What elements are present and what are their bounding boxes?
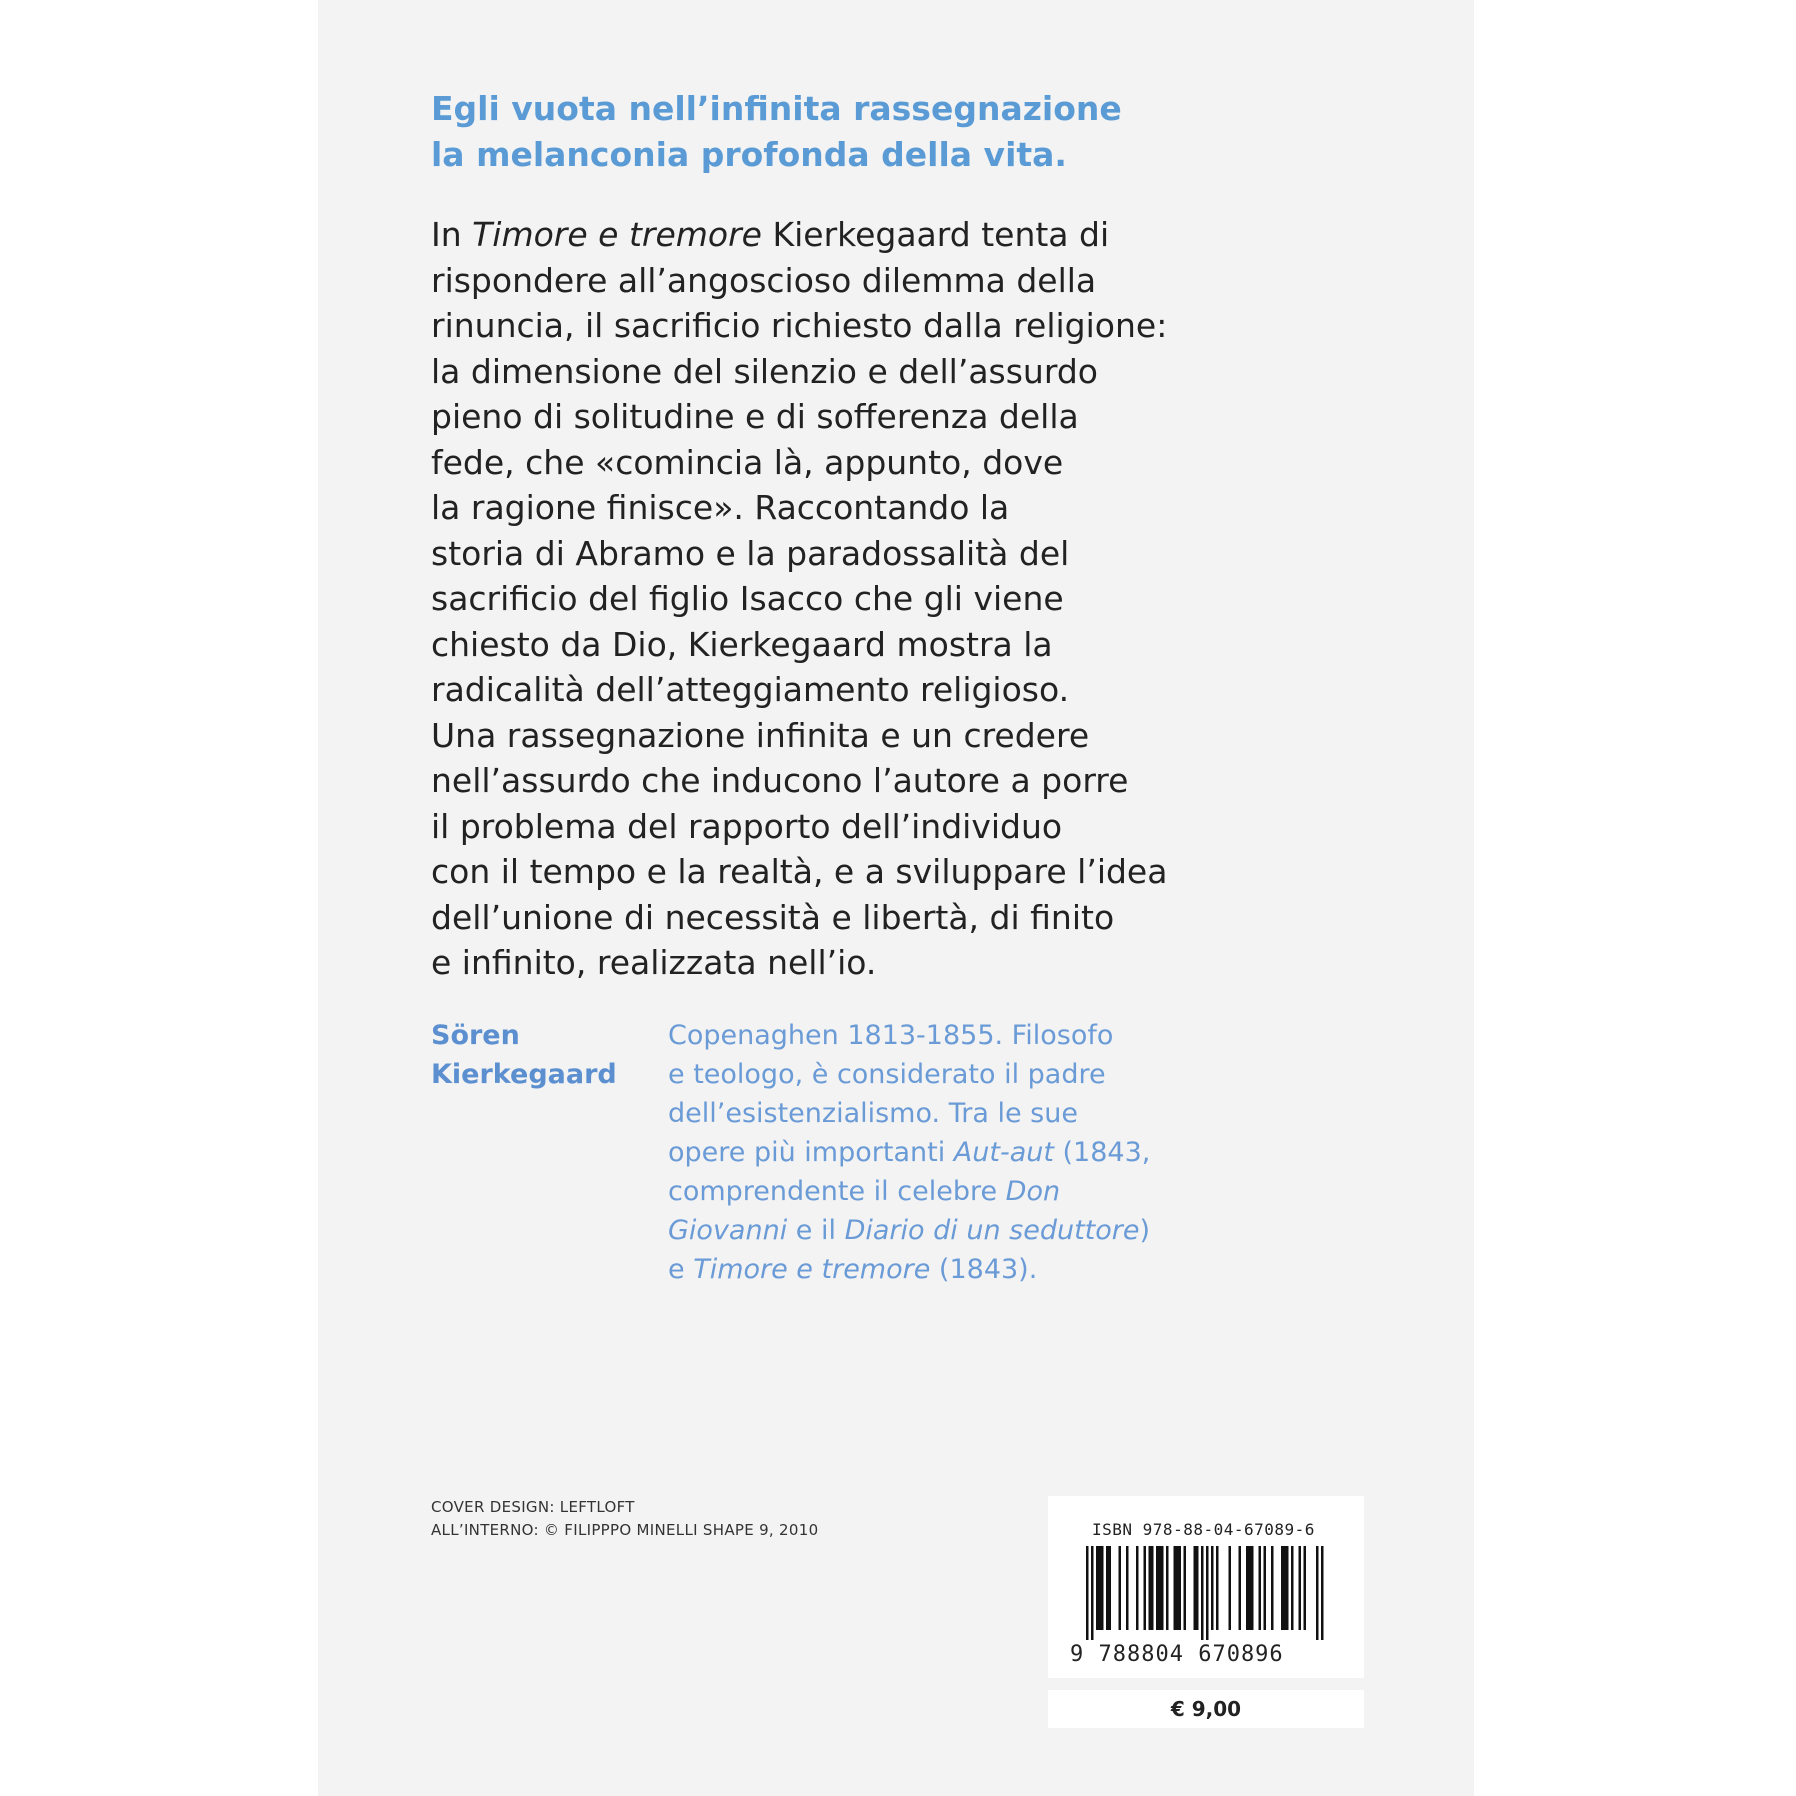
- description-line: la dimensione del silenzio e dell’assurdo: [431, 351, 1098, 391]
- credits: [431, 1496, 818, 1542]
- barcode-bar: [1136, 1546, 1139, 1630]
- bio-text: e: [668, 1254, 694, 1285]
- bio-text: ): [1139, 1215, 1151, 1246]
- barcode-bar: [1251, 1546, 1254, 1630]
- work-title-italic: Giovanni: [668, 1215, 788, 1246]
- barcode-bar: [1249, 1546, 1252, 1630]
- tagline-line: Egli vuota nell’infinita rassegnazione: [431, 89, 1122, 128]
- barcode-bar: [1109, 1546, 1112, 1630]
- barcode-bar: [1271, 1546, 1274, 1630]
- work-title-italic: Diario di un seduttore: [844, 1215, 1140, 1246]
- description-line: chiesto da Dio, Kierkegaard mostra la: [431, 624, 1053, 664]
- interior-credit: ALL’INTERNO: © FILIPPPO MINELLI SHAPE 9, 2010: [431, 1521, 819, 1539]
- description-line: [431, 212, 1411, 258]
- barcode-bar: [1284, 1546, 1287, 1630]
- bio-line: e teologo, è considerato il padre: [668, 1059, 1106, 1090]
- barcode-bar: [1259, 1546, 1262, 1630]
- book-back-cover: [318, 0, 1474, 1796]
- description-line: rinuncia, il sacrificio richiesto dalla religione:: [431, 306, 1168, 345]
- work-title-italic: Timore e tremore: [693, 1254, 931, 1285]
- barcode-bar: [1321, 1546, 1324, 1640]
- price: € 9,00: [1048, 1690, 1364, 1728]
- barcode-bar: [1179, 1546, 1182, 1630]
- author-name: [431, 1016, 651, 1094]
- barcode-bar: [1194, 1546, 1197, 1630]
- bio-line: dell’esistenzialismo. Tra le sue: [668, 1098, 1078, 1129]
- work-title-italic: Aut-aut: [953, 1137, 1054, 1168]
- barcode-bar: [1286, 1546, 1289, 1630]
- description-text: In: [431, 215, 473, 254]
- description-line: e infinito, realizzata nell’io.: [431, 943, 877, 982]
- barcode-bar: [1149, 1546, 1152, 1630]
- description-line: dell’unione di necessità e libertà, di finito: [431, 897, 1115, 937]
- barcode-bar: [1156, 1546, 1159, 1630]
- description-line: Una rassegnazione infinita e un credere: [431, 715, 1090, 755]
- author-last-name: Kierkegaard: [431, 1059, 617, 1090]
- barcode-bar: [1299, 1546, 1302, 1630]
- bio-line: [668, 1172, 1228, 1211]
- tagline-line: la melanconia profonda della vita.: [431, 135, 1067, 174]
- bio-line: [668, 1133, 1228, 1172]
- barcode-bar: [1316, 1546, 1319, 1640]
- barcode-bar: [1101, 1546, 1104, 1630]
- barcode-bar: [1246, 1546, 1249, 1630]
- barcode-bar: [1196, 1546, 1199, 1630]
- bio-line: [668, 1211, 1228, 1250]
- barcode-bar: [1304, 1546, 1307, 1630]
- barcode-bar: [1281, 1546, 1284, 1630]
- barcode-bar: [1106, 1546, 1109, 1630]
- barcode-bar: [1086, 1546, 1089, 1640]
- barcode-bar: [1239, 1546, 1242, 1630]
- description-line: fede, che «comincia là, appunto, dove: [431, 442, 1064, 482]
- bio-text: (1843).: [930, 1254, 1038, 1285]
- description-line: storia di Abramo e la paradossalità del: [431, 533, 1070, 573]
- description-line: la ragione finisce». Raccontando la: [431, 488, 1010, 527]
- description-line: con il tempo e la realtà, e a sviluppare l’idea: [431, 852, 1168, 891]
- barcode-bar: [1166, 1546, 1169, 1630]
- barcode-bar: [1216, 1546, 1219, 1630]
- description-line: nell’assurdo che inducono l’autore a porre: [431, 761, 1129, 800]
- description-line: sacrificio del figlio Isacco che gli viene: [431, 579, 1064, 618]
- bio-line: [668, 1250, 1228, 1289]
- barcode-bar: [1229, 1546, 1232, 1630]
- author-first-name: Sören: [431, 1020, 520, 1051]
- barcode-bar: [1174, 1546, 1177, 1630]
- barcode-bar: [1159, 1546, 1162, 1630]
- barcode-bar: [1099, 1546, 1102, 1630]
- work-title-italic: Don: [1005, 1176, 1061, 1207]
- description: [431, 212, 1411, 986]
- ean-digits: 9 788804 670896: [1070, 1642, 1284, 1667]
- barcode-bar: [1264, 1546, 1267, 1630]
- tagline: [431, 86, 1331, 178]
- book-title-italic: Timore e tremore: [472, 215, 762, 254]
- cover-design-credit: COVER DESIGN: LEFTLOFT: [431, 1498, 635, 1516]
- barcode-bar: [1211, 1546, 1214, 1630]
- barcode-bar: [1091, 1546, 1094, 1640]
- barcode-bar: [1206, 1546, 1209, 1640]
- barcode-bar: [1201, 1546, 1204, 1640]
- barcode-bar: [1126, 1546, 1129, 1630]
- barcode-bar: [1119, 1546, 1122, 1630]
- bio-text: comprendente il celebre: [668, 1176, 1006, 1207]
- description-line: rispondere all’angoscioso dilemma della: [431, 260, 1097, 300]
- barcode-bar: [1151, 1546, 1154, 1630]
- bio-text: e il: [787, 1215, 845, 1246]
- barcode-bar: [1176, 1546, 1179, 1630]
- bio-text: (1843,: [1053, 1137, 1151, 1168]
- isbn-label: ISBN 978-88-04-67089-6: [1092, 1520, 1315, 1539]
- barcode-bar: [1184, 1546, 1187, 1630]
- description-line: pieno di solitudine e di sofferenza della: [431, 397, 1079, 436]
- barcode-bars: [1086, 1546, 1326, 1640]
- author-bio: [668, 1016, 1228, 1289]
- description-text: Kierkegaard tenta di: [761, 215, 1110, 254]
- barcode-bar: [1161, 1546, 1164, 1630]
- barcode-box: [1048, 1496, 1364, 1678]
- barcode-bar: [1291, 1546, 1294, 1630]
- description-line: radicalità dell’atteggiamento religioso.: [431, 670, 1070, 709]
- barcode-bar: [1096, 1546, 1099, 1630]
- bio-text: opere più importanti: [668, 1137, 954, 1168]
- description-line: il problema del rapporto dell’individuo: [431, 806, 1063, 846]
- barcode-bar: [1144, 1546, 1147, 1630]
- bio-line: Copenaghen 1813-1855. Filosofo: [668, 1020, 1114, 1051]
